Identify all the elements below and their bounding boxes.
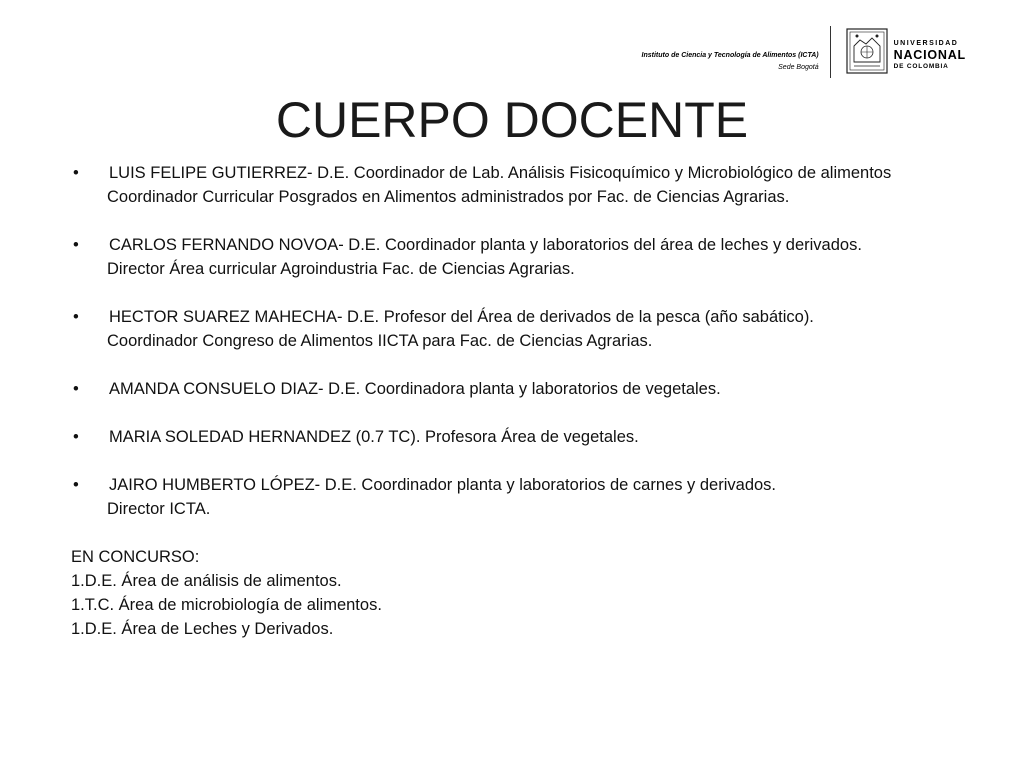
institute-line-1: Instituto de Ciencia y Tecnología de Alimentos (ICTA) bbox=[641, 52, 819, 59]
bullet-dot: • bbox=[73, 236, 79, 254]
header-divider bbox=[830, 26, 831, 78]
staff-bullet-2 bbox=[71, 233, 971, 281]
university-seal-icon bbox=[846, 28, 888, 74]
staff-bullet-3 bbox=[71, 305, 971, 353]
concurso-label: EN CONCURSO: bbox=[71, 548, 200, 566]
concurso-item-1: 1.D.E. Área de análisis de alimentos. bbox=[71, 572, 342, 590]
staff-bullet-5 bbox=[71, 425, 971, 449]
concurso-item-3: 1.D.E. Área de Leches y Derivados. bbox=[71, 620, 334, 638]
slide-content bbox=[71, 161, 971, 641]
bullet-line-1: JAIRO HUMBERTO LÓPEZ- D.E. Coordinador planta y laboratorios de carnes y derivados. bbox=[109, 476, 777, 494]
bullet-line-2: Coordinador Congreso de Alimentos IICTA para Fac. de Ciencias Agrarias. bbox=[107, 332, 653, 350]
bullet-line-2: Coordinador Curricular Posgrados en Alimentos administrados por Fac. de Ciencias Agrarias. bbox=[107, 188, 790, 206]
bullet-line-1: AMANDA CONSUELO DIAZ- D.E. Coordinadora planta y laboratorios de vegetales. bbox=[109, 380, 721, 398]
staff-bullet-4 bbox=[71, 377, 971, 401]
bullet-dot: • bbox=[73, 380, 79, 398]
institute-name bbox=[642, 26, 830, 74]
university-line-1: UNIVERSIDAD bbox=[893, 40, 959, 47]
bullet-line-2: Director ICTA. bbox=[107, 500, 211, 518]
header bbox=[642, 26, 966, 78]
bullet-dot: • bbox=[73, 428, 79, 446]
bullet-dot: • bbox=[73, 476, 79, 494]
bullet-line-1: CARLOS FERNANDO NOVOA- D.E. Coordinador planta y laboratorios del área de leches y derivados. bbox=[109, 236, 862, 254]
bullet-dot: • bbox=[73, 308, 79, 326]
bullet-line-1: HECTOR SUAREZ MAHECHA- D.E. Profesor del Área de derivados de la pesca (año sabático). bbox=[109, 308, 814, 326]
university-line-3: DE COLOMBIA bbox=[893, 62, 949, 70]
slide-title: CUERPO DOCENTE bbox=[275, 92, 749, 148]
bullet-line-1: MARIA SOLEDAD HERNANDEZ (0.7 TC). Profesora Área de vegetales. bbox=[109, 428, 639, 446]
concurso-item-2: 1.T.C. Área de microbiología de alimentos. bbox=[71, 596, 382, 614]
staff-bullet-6 bbox=[71, 473, 971, 521]
bullet-dot: • bbox=[73, 164, 79, 182]
staff-bullet-1 bbox=[71, 161, 971, 209]
university-wordmark bbox=[894, 26, 966, 70]
bullet-line-1: LUIS FELIPE GUTIERREZ- D.E. Coordinador de Lab. Análisis Fisicoquímico y Microbiológico de alimentos bbox=[109, 164, 892, 182]
bullet-line-2: Director Área curricular Agroindustria Fac. de Ciencias Agrarias. bbox=[107, 260, 575, 278]
institute-line-2: Sede Bogotá bbox=[778, 64, 819, 71]
university-line-2: NACIONAL bbox=[893, 48, 966, 62]
